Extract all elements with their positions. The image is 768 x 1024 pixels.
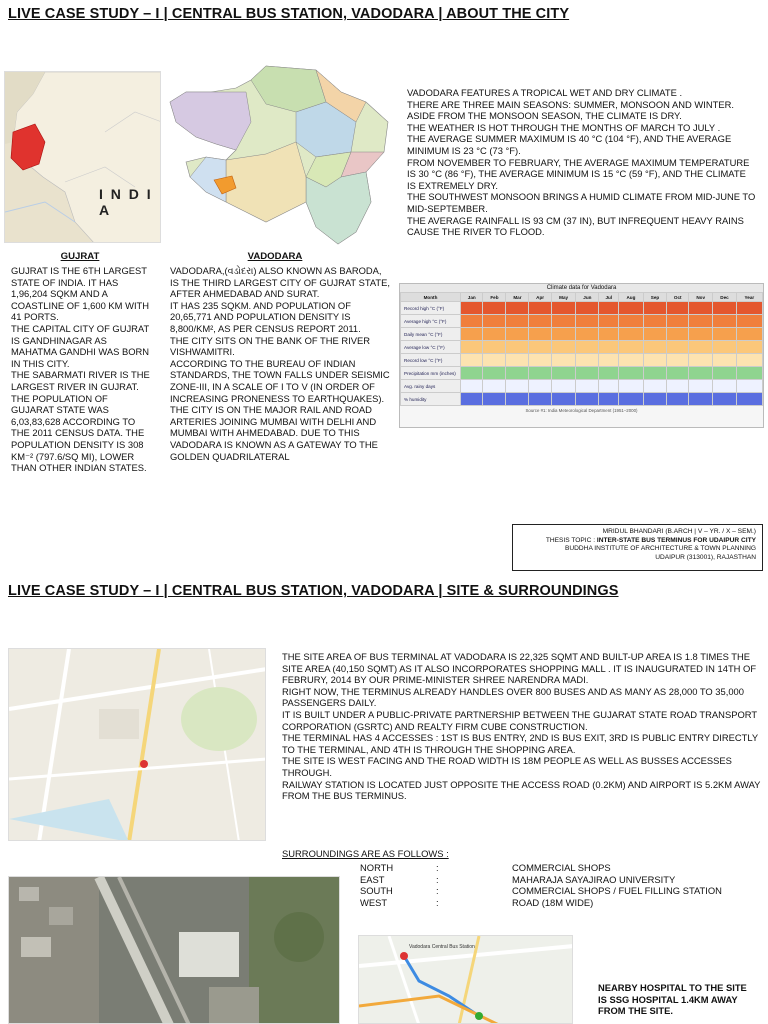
climate-row-label: Record low °C (°F) <box>401 354 461 367</box>
climate-cell <box>713 328 737 341</box>
section2-heading: LIVE CASE STUDY – I | CENTRAL BUS STATION, VADODARA | SITE & SURROUNDINGS <box>8 583 619 599</box>
surroundings-dir: SOUTH <box>360 885 393 897</box>
vadodara-line: VADODARA,(વડોદરા) ALSO KNOWN AS BARODA, IS THE THIRD LARGEST CITY OF GUJRAT STATE, AFTER AHMEDABAD AND SURAT. <box>170 265 390 300</box>
climate-cell <box>529 354 551 367</box>
surroundings-sep: : <box>436 896 439 908</box>
surroundings-val: COMMERCIAL SHOPS / FUEL FILLING STATION <box>512 885 722 897</box>
climate-table-title: Climate data for Vadodara <box>400 284 763 292</box>
climate-line: THE WEATHER IS HOT THROUGH THE MONTHS OF MARCH TO JULY . <box>407 121 721 133</box>
climate-cell <box>599 328 619 341</box>
climate-cell <box>736 393 762 406</box>
climate-cell <box>529 341 551 354</box>
climate-month-header: Feb <box>483 293 506 302</box>
climate-cell <box>713 354 737 367</box>
aerial-photo <box>8 876 340 1024</box>
climate-line: THE AVERAGE SUMMER MAXIMUM IS 40 °C (104 °F), AND THE AVERAGE MINIMUM IS 23 °C (73 °F). <box>407 133 732 156</box>
credit-institute: BUDDHA INSTITUTE OF ARCHITECTURE & TOWN PLANNING <box>565 545 756 553</box>
climate-cell <box>619 302 644 315</box>
climate-cell <box>736 328 762 341</box>
credit-box <box>512 524 763 571</box>
climate-cell <box>667 367 689 380</box>
climate-cell <box>736 380 762 393</box>
gujrat-title: GUJRAT <box>60 251 100 262</box>
climate-cell <box>576 393 599 406</box>
credit-address: UDAIPUR (313001), RAJASTHAN <box>655 553 756 561</box>
gujrat-line: THE SABARMATI RIVER IS THE LARGEST RIVER IN GUJRAT. <box>11 369 150 392</box>
site-line: RIGHT NOW, THE TERMINUS ALREADY HANDLES OVER 800 BUSES AND AS MANY AS 28,000 TO 35,000 PASSENGERS DAILY. <box>282 685 744 709</box>
climate-cell <box>643 354 667 367</box>
climate-cell <box>529 393 551 406</box>
gujarat-map-graphic <box>166 62 398 246</box>
vadodara-text <box>170 265 392 462</box>
surroundings-sep: : <box>436 885 439 897</box>
climate-cell <box>667 315 689 328</box>
climate-row <box>401 393 763 406</box>
hospital-route-map <box>358 935 573 1024</box>
climate-cell <box>599 393 619 406</box>
climate-cell <box>461 328 483 341</box>
climate-cell <box>643 393 667 406</box>
gujrat-text <box>11 265 153 474</box>
climate-cell <box>483 328 506 341</box>
climate-cell <box>619 328 644 341</box>
climate-month-header: Oct <box>667 293 689 302</box>
climate-cell <box>667 354 689 367</box>
climate-month-header: Sep <box>643 293 667 302</box>
climate-cell <box>461 354 483 367</box>
climate-cell <box>576 354 599 367</box>
surroundings-dir: EAST <box>360 873 385 885</box>
site-line: RAILWAY STATION IS LOCATED JUST OPPOSITE THE ACCESS ROAD (0.2KM) AND AIRPORT IS 5.2KM AWAY FROM THE BUS TERMINUS. <box>282 778 761 802</box>
climate-cell <box>643 367 667 380</box>
climate-row <box>401 367 763 380</box>
site-text <box>282 651 764 802</box>
climate-cell <box>576 380 599 393</box>
climate-cell <box>551 393 576 406</box>
vadodara-line: THE CITY IS ON THE MAJOR RAIL AND ROAD ARTERIES JOINING MUMBAI WITH DELHI AND MUMBAI WITH AHMEDABAD. DUE TO THIS VADODARA IS KNOWN AS A GATEWAY TO THE GOLDEN QUADRILATERAL <box>170 404 378 462</box>
climate-cell <box>529 302 551 315</box>
climate-table <box>399 283 764 428</box>
climate-cell <box>643 302 667 315</box>
climate-cell <box>506 354 529 367</box>
climate-month-header: Dec <box>713 293 737 302</box>
climate-cell <box>619 315 644 328</box>
climate-month-header: Nov <box>689 293 713 302</box>
surroundings-val: COMMERCIAL SHOPS <box>512 862 611 873</box>
climate-cell <box>689 354 713 367</box>
vadodara-line: THE CITY SITS ON THE BANK OF THE RIVER VISHWAMITRI. <box>170 334 371 358</box>
surroundings-val: ROAD (18M WIDE) <box>512 896 594 908</box>
surroundings-dir: WEST <box>360 896 388 908</box>
credit-name: MRIDUL BHANDARI (B.ARCH | V – YR. / X – SEM.) <box>602 528 756 535</box>
climate-cell <box>599 380 619 393</box>
section1-heading: LIVE CASE STUDY – I | CENTRAL BUS STATION, VADODARA | ABOUT THE CITY <box>8 6 570 22</box>
climate-cell <box>461 393 483 406</box>
credit-topic: INTER-STATE BUS TERMINUS FOR UDAIPUR CITY <box>596 536 756 544</box>
climate-cell <box>529 328 551 341</box>
climate-month-header: Mar <box>506 293 529 302</box>
climate-cell <box>619 380 644 393</box>
surroundings-sep: : <box>436 862 439 873</box>
climate-cell <box>667 393 689 406</box>
climate-cell <box>551 380 576 393</box>
climate-line: THERE ARE THREE MAIN SEASONS: SUMMER, MONSOON AND WINTER. ASIDE FROM THE MONSOON SEASON, THE CLIMATE IS DRY. <box>407 98 734 122</box>
climate-cell <box>599 315 619 328</box>
climate-cell <box>461 367 483 380</box>
climate-cell <box>551 341 576 354</box>
climate-cell <box>483 354 506 367</box>
climate-cell <box>529 380 551 393</box>
climate-cell <box>576 367 599 380</box>
site-map-graphic <box>9 649 266 841</box>
climate-cell <box>483 380 506 393</box>
india-label: I N D I A <box>99 186 153 218</box>
climate-cell <box>736 315 762 328</box>
climate-cell <box>689 328 713 341</box>
climate-cell <box>619 367 644 380</box>
gujrat-line: THE POPULATION OF GUJARAT STATE WAS 6,03,83,628 ACCORDING TO THE 2011 CENSUS DATA. THE POPULATION DENSITY IS 308 KM⁻² (797.6/SQ MI), LOWER THAN OTHER INDIAN STATES. <box>11 392 147 474</box>
surroundings-dir: NORTH <box>360 862 394 873</box>
gujrat-line: GUJRAT IS THE 6TH LARGEST STATE OF INDIA. IT HAS 1,96,204 SQKM AND A COASTLINE OF 1,600 KM WITH 41 PORTS. <box>11 265 150 323</box>
climate-cell <box>483 393 506 406</box>
site-line: THE SITE IS WEST FACING AND THE ROAD WIDTH IS 18M PEOPLE AS WELL AS BUSSES ACCESSES THROUGH. <box>282 755 732 778</box>
climate-cell <box>461 341 483 354</box>
climate-month-header: Year <box>736 293 762 302</box>
climate-cell <box>667 380 689 393</box>
credit-topic-line <box>519 537 756 546</box>
climate-cell <box>506 302 529 315</box>
credit-topic-label: THESIS TOPIC : <box>545 536 596 544</box>
climate-cell <box>713 367 737 380</box>
surroundings-table <box>360 862 760 908</box>
climate-cell <box>483 302 506 315</box>
climate-row <box>401 341 763 354</box>
climate-cell <box>599 354 619 367</box>
climate-month-header: Jun <box>576 293 599 302</box>
climate-table-source: Source #1: India Meteorological Department (1951–2000) <box>525 408 638 413</box>
climate-cell <box>689 393 713 406</box>
climate-cell <box>667 341 689 354</box>
climate-cell <box>506 380 529 393</box>
climate-line: THE SOUTHWEST MONSOON BRINGS A HUMID CLIMATE FROM MID-JUNE TO MID-SEPTEMBER. <box>407 191 756 214</box>
vadodara-line: ACCORDING TO THE BUREAU OF INDIAN STANDARDS, THE TOWN FALLS UNDER SEISMIC ZONE-III, IN A SCALE OF I TO V (IN ORDER OF INCREASING PRONENESS TO EARTHQUAKES). <box>170 357 390 404</box>
climate-cell <box>643 380 667 393</box>
climate-cell <box>599 367 619 380</box>
site-line: THE SITE AREA OF BUS TERMINAL AT VADODARA IS 22,325 SQMT AND BUILT-UP AREA IS 1.8 TIMES THE SITE AREA (40,150 SQMT) AS IT ALSO INCORPORATES SHOPPING MALL . IT IS INAUGURATED IN 14TH OF FEBRURY, 2014 BY OUR PRIME-MINISTER SHREE NARENDRA MADI. <box>282 651 757 686</box>
climate-cell <box>551 302 576 315</box>
climate-row-label: Precipitation mm (inches) <box>401 367 461 380</box>
climate-cell <box>713 315 737 328</box>
climate-cell <box>619 341 644 354</box>
climate-cell <box>736 302 762 315</box>
climate-row-label: Average low °C (°F) <box>401 341 461 354</box>
climate-cell <box>506 341 529 354</box>
climate-cell <box>713 341 737 354</box>
site-line: THE TERMINAL HAS 4 ACCESSES : 1ST IS BUS ENTRY, 2ND IS BUS EXIT, 3RD IS PUBLIC ENTRY DIRECTLY TO THE TERMINAL, AND 4TH IS THROUGH THE SHOPPING AREA. <box>282 732 759 755</box>
climate-month-header: Apr <box>529 293 551 302</box>
climate-cell <box>506 328 529 341</box>
surroundings-row <box>360 897 760 909</box>
climate-cell <box>506 367 529 380</box>
gujrat-line: THE CAPITAL CITY OF GUJRAT IS GANDHINAGAR AS MAHATMA GANDHI WAS BORN IN THIS CITY. <box>11 322 150 369</box>
climate-cell <box>551 315 576 328</box>
climate-line: VADODARA FEATURES A TROPICAL WET AND DRY CLIMATE . <box>407 87 683 98</box>
climate-cell <box>529 367 551 380</box>
climate-cell <box>713 393 737 406</box>
surroundings-row <box>360 874 760 886</box>
climate-row <box>401 328 763 341</box>
climate-row <box>401 354 763 367</box>
climate-line: THE AVERAGE RAINFALL IS 93 CM (37 IN), BUT INFREQUENT HEAVY RAINS CAUSE THE RIVER TO FLOOD. <box>407 214 744 238</box>
surroundings-sep: : <box>436 873 439 885</box>
climate-month-header: Month <box>401 293 461 302</box>
climate-cell <box>529 315 551 328</box>
india-map <box>4 71 161 243</box>
climate-row-label: Avg. rainy days <box>401 380 461 393</box>
climate-cell <box>689 367 713 380</box>
climate-row-label: Record high °C (°F) <box>401 302 461 315</box>
surroundings-row <box>360 885 760 897</box>
surroundings-row <box>360 862 760 874</box>
gujarat-districts-map <box>166 62 398 246</box>
surroundings-val: MAHARAJA SAYAJIRAO UNIVERSITY <box>512 873 676 885</box>
climate-cell <box>713 302 737 315</box>
climate-cell <box>667 302 689 315</box>
climate-cell <box>506 315 529 328</box>
climate-cell <box>483 367 506 380</box>
vadodara-title: VADODARA <box>247 251 303 262</box>
climate-cell <box>506 393 529 406</box>
surroundings-title: SURROUNDINGS ARE AS FOLLOWS : <box>282 848 449 859</box>
site-location-map <box>8 648 266 841</box>
climate-cell <box>483 315 506 328</box>
climate-line: FROM NOVEMBER TO FEBRUARY, THE AVERAGE MAXIMUM TEMPERATURE IS 30 °C (86 °F), THE AVERAGE MINIMUM IS 15 °C (59 °F), AND THE CLIMATE IS EXTREMELY DRY. <box>407 156 750 191</box>
climate-table-grid <box>400 292 763 406</box>
climate-cell <box>689 341 713 354</box>
vadodara-line: IT HAS 235 SQKM. AND POPULATION OF 20,65,771 AND POPULATION DENSITY IS 8,800/KM², AS PER CENSUS REPORT 2011. <box>170 299 361 334</box>
climate-month-header: Aug <box>619 293 644 302</box>
climate-row-label: Average high °C (°F) <box>401 315 461 328</box>
hospital-map-label: Vadodara Central Bus Station <box>409 944 475 950</box>
climate-row <box>401 315 763 328</box>
climate-text <box>407 87 757 238</box>
climate-cell <box>576 328 599 341</box>
climate-row <box>401 380 763 393</box>
hospital-text: NEARBY HOSPITAL TO THE SITE IS SSG HOSPITAL 1.4KM AWAY FROM THE SITE. <box>598 982 747 1017</box>
climate-cell <box>576 315 599 328</box>
climate-month-header: Jan <box>461 293 483 302</box>
aerial-photo-graphic <box>9 877 340 1024</box>
climate-cell <box>667 328 689 341</box>
climate-cell <box>576 341 599 354</box>
climate-row <box>401 302 763 315</box>
climate-cell <box>643 315 667 328</box>
climate-cell <box>576 302 599 315</box>
climate-cell <box>643 341 667 354</box>
climate-cell <box>689 315 713 328</box>
climate-cell <box>736 367 762 380</box>
climate-cell <box>619 354 644 367</box>
climate-cell <box>551 354 576 367</box>
climate-row-label: Daily mean °C (°F) <box>401 328 461 341</box>
climate-cell <box>551 367 576 380</box>
climate-cell <box>461 315 483 328</box>
climate-cell <box>643 328 667 341</box>
climate-cell <box>461 302 483 315</box>
climate-cell <box>461 380 483 393</box>
climate-cell <box>713 380 737 393</box>
climate-cell <box>689 380 713 393</box>
site-line: IT IS BUILT UNDER A PUBLIC-PRIVATE PARTNERSHIP BETWEEN THE GUJARAT STATE ROAD TRANSPORT CORPORATION (GSRTC) AND REALTY FIRM CUBE CONSTRUCTION. <box>282 708 757 732</box>
climate-cell <box>689 302 713 315</box>
climate-month-header: May <box>551 293 576 302</box>
climate-cell <box>736 341 762 354</box>
climate-row-label: % humidity <box>401 393 461 406</box>
climate-month-header: Jul <box>599 293 619 302</box>
climate-cell <box>551 328 576 341</box>
climate-cell <box>483 341 506 354</box>
climate-cell <box>619 393 644 406</box>
climate-cell <box>599 302 619 315</box>
climate-cell <box>736 354 762 367</box>
climate-cell <box>599 341 619 354</box>
